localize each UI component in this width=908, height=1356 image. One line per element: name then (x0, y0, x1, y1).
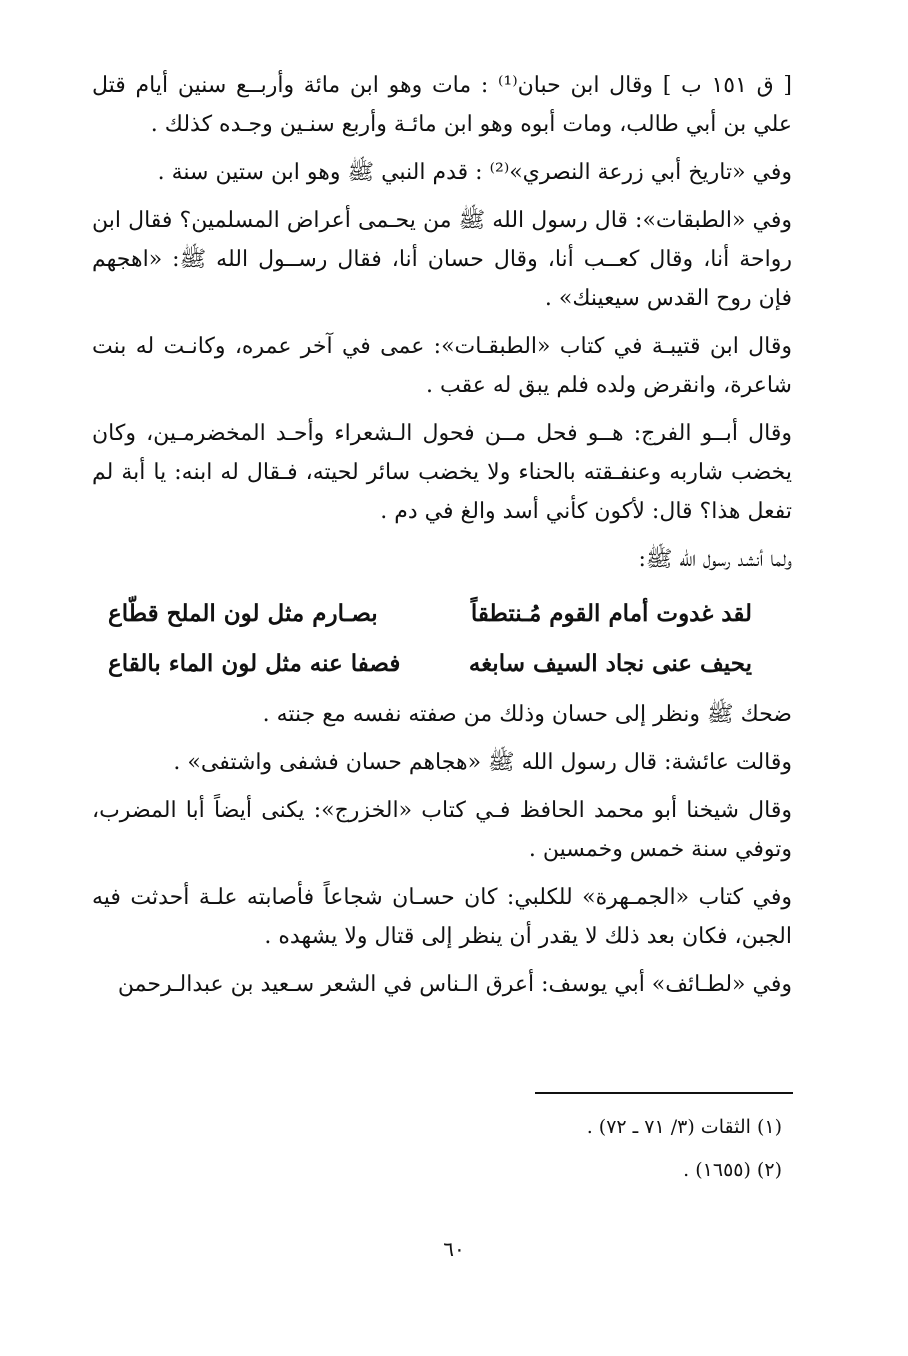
footnote-2: (٢) (١٦٥٥) . (683, 1159, 782, 1181)
paragraph-lataif: وفي «لطـائف» أبي يوسف: أعرق الـناس في الشعر سـعيد بن عبدالـرحمن (117, 972, 792, 997)
paragraph-poem-intro: ولما أنشد رسول الله ﷺ: (638, 547, 792, 572)
paragraph-tabaqat: وفي «الطبقات»: قال رسول الله ﷺ من يحـمى أعراض المسلمين؟ فقال ابن رواحة أنا، وقال كعــب أنا، وقال حسان أنا، فقال رســول الله ﷺ: «اهجهم فإن روح القدس سيعينك» . (92, 208, 792, 311)
verse-second-hemistich: فصفا عنه مثل لون الماء بالقاع (108, 650, 401, 677)
main-text (92, 66, 792, 1013)
paragraph-jamhara: وفي كتاب «الجمـهرة» للكلبي: كان حسـان شجاعاً فأصابته علـة أحدثت فيه الجبن، فكان بعد ذلك لا يقدر أن ينظر إلى قتال ولا يشهده . (92, 885, 792, 949)
paragraph-abu-zura: وفي «تاريخ أبي زرعة النصري»⁽²⁾ : قدم النبي ﷺ وهو ابن ستين سنة . (157, 160, 792, 185)
paragraph-ibn-qutayba: وقال ابن قتيبـة في كتاب «الطبقـات»: عمى في آخر عمره، وكانـت له بنت شاعرة، وانقرض ولده فلم يبق له عقب . (92, 334, 792, 398)
paragraph-ibn-hibban: [ ق ١٥١ ب ] وقال ابن حبان⁽¹⁾ : مات وهو ابن مائة وأربــع سنين أيام قتل علي بن أبي طالب، ومات أبوه وهو ابن مائـة وأربع سنـين وجـده كذلك . (92, 73, 792, 137)
paragraph-prophet-laughed: ضحك ﷺ ونظر إلى حسان وذلك من صفته نفسه مع جنته . (262, 702, 792, 727)
poem-verse (108, 589, 752, 639)
page-number: ٦٠ (443, 1237, 465, 1261)
paragraph-aisha: وقالت عائشة: قال رسول الله ﷺ «هجاهم حسان فشفى واشتفى» . (173, 750, 792, 775)
footnote-divider (535, 1092, 793, 1094)
verse-first-hemistich: يحيف عنى نجاد السيف سابغه (468, 650, 752, 677)
verse-second-hemistich: بصـارم مثل لون الملح قطّاع (108, 600, 378, 627)
paragraph-abu-al-faraj: وقال أبــو الفرج: هــو فحل مــن فحول الـشعراء وأحـد المخضرمـين، وكان يخضب شاربه وعنفـقته بالحناء ولا يخضب سائر لحيته، فـقال له ابنه: يا أبة لم تفعل هذا؟ قال: لأكون كأني أسد والغ في دم . (92, 421, 792, 524)
verse-first-hemistich: لقد غدوت أمام القوم مُـنتطقاً (470, 600, 752, 627)
footnotes (92, 1106, 792, 1192)
footnote-1: (١) الثقات (٣/ ٧١ ـ ٧٢) . (586, 1116, 782, 1138)
poem (92, 589, 792, 689)
paragraph-khazraj: وقال شيخنا أبو محمد الحافظ فـي كتاب «الخزرج»: يكنى أيضاً أبا المضرب، وتوفي سنة خمس وخمسين . (92, 798, 792, 862)
poem-verse (108, 639, 752, 689)
